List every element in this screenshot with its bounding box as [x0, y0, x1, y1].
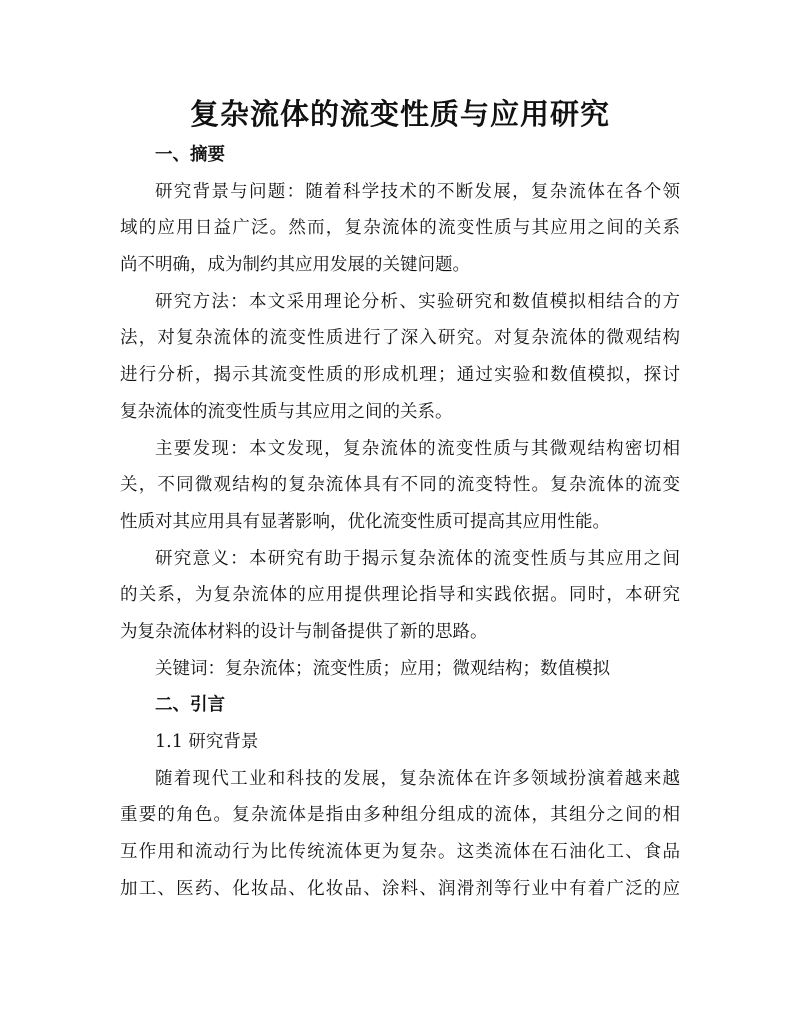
text-line: 的关系，为复杂流体的应用提供理论指导和实践依据。同时，本研究: [120, 585, 680, 606]
text-line: 加工、医药、化妆品、化妆品、涂料、润滑剂等行业中有着广泛的应: [120, 878, 680, 899]
section-heading: 一、摘要: [155, 145, 225, 165]
text-line: 研究意义：本研究有助于揭示复杂流体的流变性质与其应用之间: [155, 548, 680, 569]
text-line: 域的应用日益广泛。然而，复杂流体的流变性质与其应用之间的关系: [120, 218, 680, 239]
text-line: 关键词：复杂流体；流变性质；应用；微观结构；数值模拟: [155, 658, 610, 679]
text-line: 为复杂流体材料的设计与制备提供了新的思路。: [120, 621, 488, 642]
text-line: 互作用和流动行为比传统流体更为复杂。这类流体在石油化工、食品: [120, 842, 680, 863]
document-title: 复杂流体的流变性质与应用研究: [189, 97, 610, 131]
text-line: 研究背景与问题：随着科学技术的不断发展，复杂流体在各个领: [155, 181, 680, 202]
document-body: [120, 137, 680, 907]
text-line: 尚不明确，成为制约其应用发展的关键问题。: [120, 255, 470, 276]
text-line: 随着现代工业和科技的发展，复杂流体在许多领域扮演着越来越: [155, 768, 680, 789]
text-line: 法，对复杂流体的流变性质进行了深入研究。对复杂流体的微观结构: [120, 328, 680, 349]
text-line: 关，不同微观结构的复杂流体具有不同的流变特性。复杂流体的流变: [120, 475, 680, 496]
section-heading: 二、引言: [155, 695, 225, 716]
text-line: 1.1 研究背景: [155, 732, 259, 752]
text-line: 重要的角色。复杂流体是指由多种组分组成的流体，其组分之间的相: [120, 805, 680, 826]
text-line: 复杂流体的流变性质与其应用之间的关系。: [120, 401, 453, 422]
text-line: 研究方法：本文采用理论分析、实验研究和数值模拟相结合的方: [155, 291, 680, 312]
text-line: 性质对其应用具有显著影响，优化流变性质可提高其应用性能。: [120, 511, 610, 532]
text-line: 主要发现：本文发现，复杂流体的流变性质与其微观结构密切相: [155, 438, 680, 459]
text-line: 进行分析，揭示其流变性质的形成机理；通过实验和数值模拟，探讨: [120, 365, 680, 386]
